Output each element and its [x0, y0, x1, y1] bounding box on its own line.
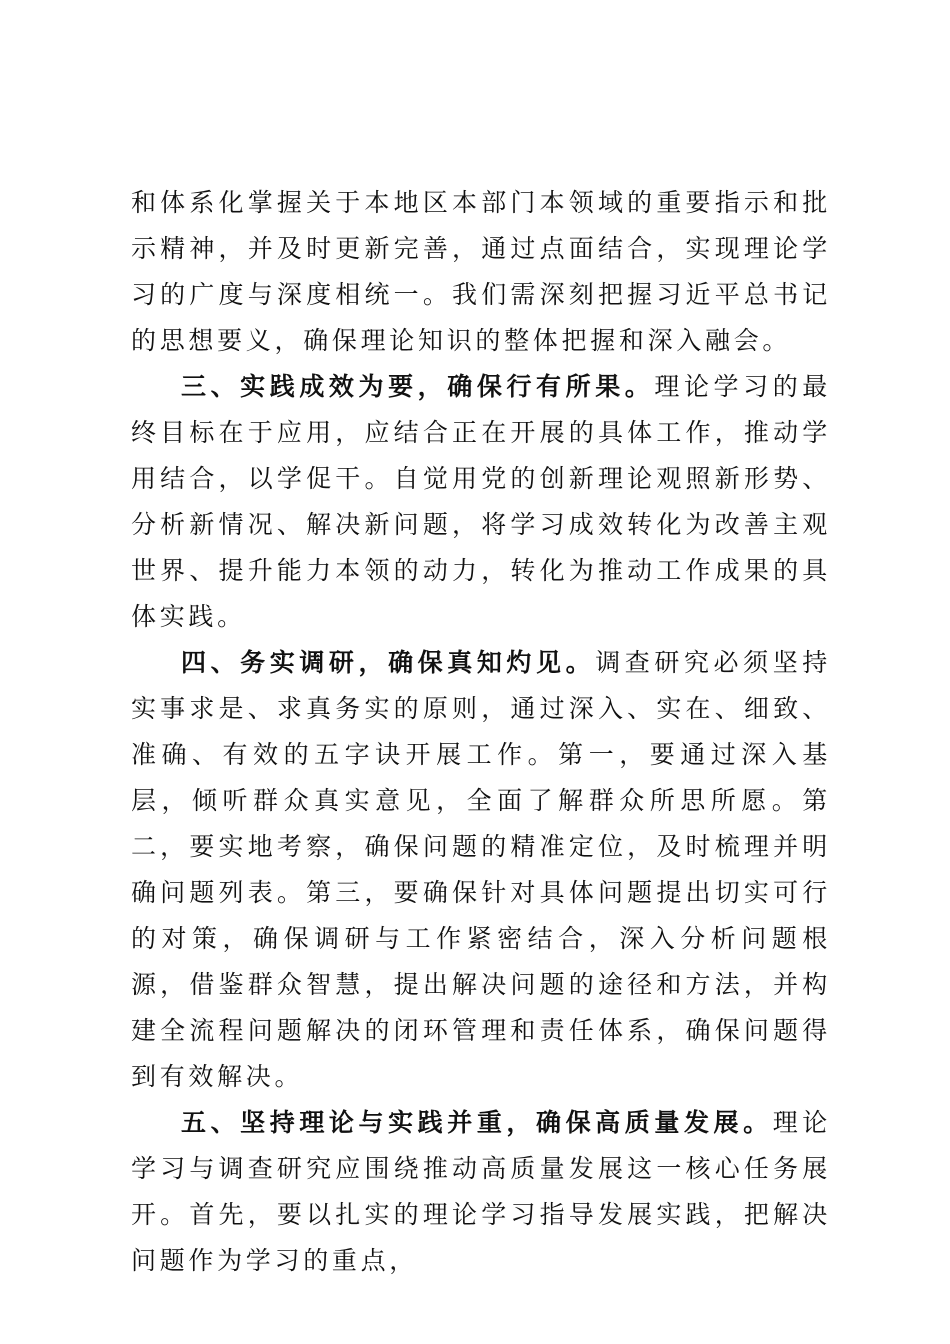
paragraph-section-3: [131, 364, 831, 640]
paragraph-text: 和体系化掌握关于本地区本部门本领域的重要指示和批示精神，并及时更新完善，通过点面结合，实现理论学习的广度与深度相统一。我们需深刻把握习近平总书记的思想要义，确保理论知识的整体把握和深入融会。: [131, 188, 831, 355]
paragraph-continuation: [131, 180, 831, 364]
paragraph-text: 调查研究必须坚持实事求是、求真务实的原则，通过深入、实在、细致、准确、有效的五字诀开展工作。第一，要通过深入基层，倾听群众真实意见，全面了解群众所思所愿。第二，要实地考察，确保问题的精准定位，及时梳理并明确问题列表。第三，要确保针对具体问题提出切实可行的对策，确保调研与工作紧密结合，深入分析问题根源，借鉴群众智慧，提出解决问题的途径和方法，并构建全流程问题解决的闭环管理和责任体系，确保问题得到有效解决。: [131, 648, 831, 1091]
paragraph-section-5: [131, 1100, 831, 1284]
paragraph-text: 理论学习的最终目标在于应用，应结合正在开展的具体工作，推动学用结合，以学促干。自觉用党的创新理论观照新形势、分析新情况、解决新问题，将学习成效转化为改善主观世界、提升能力本领的动力，转化为推动工作成果的具体实践。: [131, 372, 832, 631]
paragraph-section-4: [131, 640, 831, 1100]
document-body: [131, 180, 831, 1284]
section-heading-4: 四、务实调研，确保真知灼见。: [181, 648, 596, 677]
section-heading-5: 五、坚持理论与实践并重，确保高质量发展。: [181, 1108, 773, 1137]
paragraph-text: 理论学习与调查研究应围绕推动高质量发展这一核心任务展开。首先，要以扎实的理论学习指导发展实践，把解决问题作为学习的重点，: [131, 1108, 831, 1275]
section-heading-3: 三、实践成效为要，确保行有所果。: [181, 372, 655, 401]
